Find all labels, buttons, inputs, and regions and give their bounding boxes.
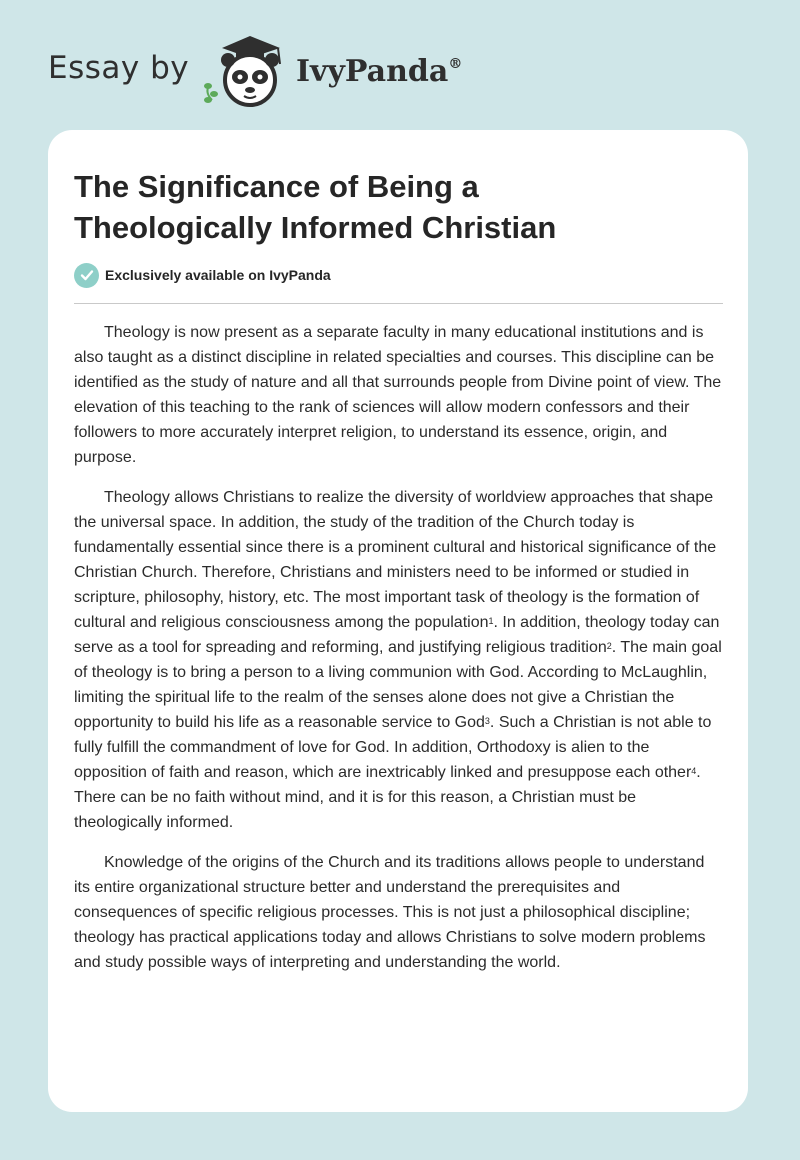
footnote-ref-1[interactable]: 1 bbox=[488, 616, 494, 626]
essay-by-label: Essay by bbox=[48, 50, 190, 86]
brand-name bbox=[296, 54, 462, 89]
badge-label: Exclusively available on IvyPanda bbox=[105, 267, 331, 283]
registered-mark: ® bbox=[448, 56, 463, 72]
essay-body bbox=[74, 320, 724, 990]
paragraph-2-text: . The main goal of theology is to bring a person to a living communion with God. According to McLaughlin, limiting the spiritual life to the realm of the senses alone does not give a Christian the opportunity to build his life as a reasonable service to God bbox=[74, 639, 722, 731]
paragraph-2-text: Theology allows Christians to realize the diversity of worldview approaches that shape the universal space. In addition, the study of the tradition of the Church today is fundamentally essential since there is a prominent cultural and historical significance of the Christian Church. Therefore, Christians and ministers need to be informed or studied in scripture, philosophy, history, etc. The most important task of theology is the formation of cultural and religious consciousness among the population bbox=[74, 489, 717, 631]
paragraph-3: Knowledge of the origins of the Church and its traditions allows people to understand its entire organizational structure better and understand the prerequisites and consequences of specific religious processes. This is not just a philosophical discipline; theology has practical applications today and allows Christians to solve modern problems and study possible ways of interpreting and understanding the world. bbox=[74, 854, 706, 971]
essay-card bbox=[48, 130, 748, 1112]
footnote-ref-4[interactable]: 4 bbox=[691, 766, 697, 776]
divider bbox=[74, 303, 723, 304]
footnote-ref-3[interactable]: 3 bbox=[484, 716, 490, 726]
paragraph-1: Theology is now present as a separate faculty in many educational institutions and is also taught as a distinct discipline in related specialties and courses. This discipline can be identified as the study of nature and all that surrounds people from Divine point of view. The elevation of this teaching to the rank of sciences will allow modern confessors and their followers to more accurately interpret religion, to understand its essence, origin, and purpose. bbox=[74, 324, 722, 466]
page-header bbox=[0, 0, 800, 130]
brand-text: IvyPanda bbox=[296, 54, 449, 89]
exclusive-badge bbox=[74, 262, 331, 288]
essay-title: The Significance of Being a Theologically Informed Christian bbox=[74, 169, 557, 245]
paragraph-2 bbox=[74, 485, 724, 835]
ivypanda-logo-icon bbox=[200, 34, 295, 109]
footnote-ref-2[interactable]: 2 bbox=[606, 641, 612, 651]
check-icon bbox=[74, 263, 99, 288]
paragraph-2-text: . Such a Christian is not able to fully fulfill the commandment of love for God. In addition, Orthodoxy is alien to the opposition of faith and reason, which are inextricably linked and presuppose each other bbox=[74, 714, 712, 781]
paragraph-2-text: . There can be no faith without mind, and it is for this reason, a Christian must be theologically informed. bbox=[74, 764, 701, 831]
paragraph-2-text: . In addition, theology today can serve as a tool for spreading and reforming, and justifying religious tradition bbox=[74, 614, 720, 656]
